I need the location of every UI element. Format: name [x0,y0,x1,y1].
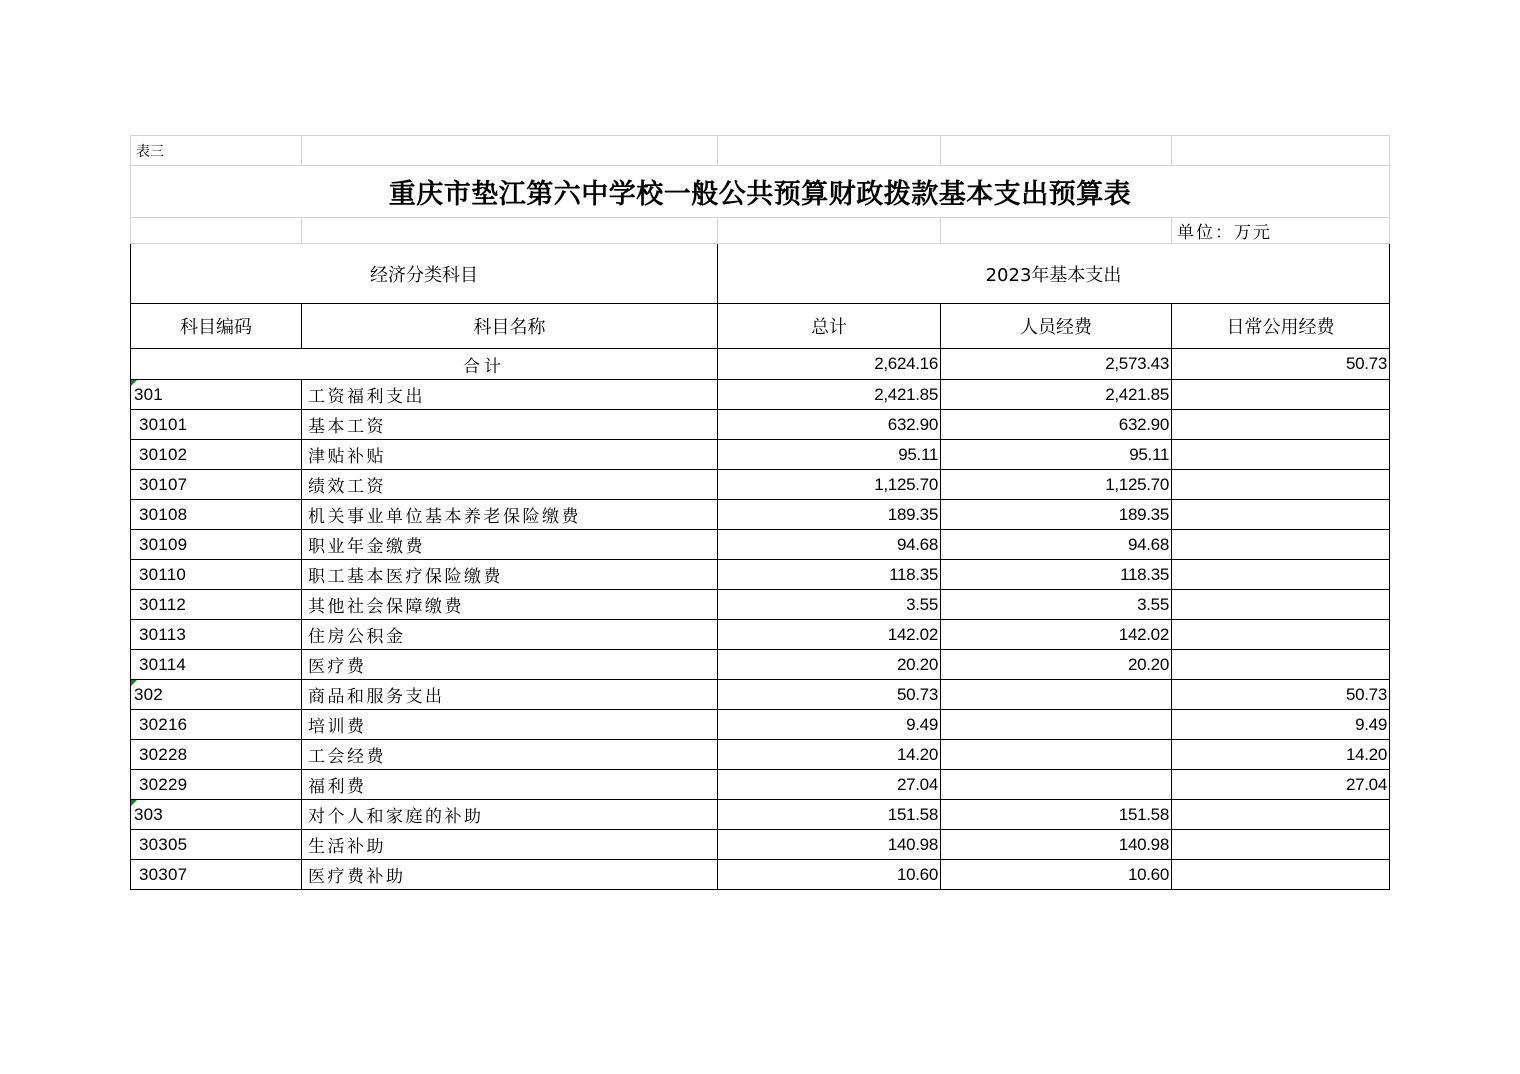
personnel-cell[interactable] [941,710,1172,740]
account-name-cell[interactable]: 培训费 [302,710,718,740]
public-cell[interactable] [1172,380,1390,410]
account-name-cell[interactable]: 福利费 [302,770,718,800]
total-cell[interactable]: 9.49 [718,710,941,740]
account-code-cell[interactable]: 30101 [131,410,302,440]
public-cell[interactable] [1172,860,1390,890]
total-cell[interactable]: 2,421.85 [718,380,941,410]
personnel-cell[interactable] [941,740,1172,770]
account-name-cell[interactable]: 工会经费 [302,740,718,770]
account-name-cell[interactable]: 基本工资 [302,410,718,440]
account-code-text: 302 [134,684,163,704]
account-code-cell[interactable]: 30110 [131,560,302,590]
table-row [131,830,1390,860]
unit-row [131,218,1390,244]
table-row [131,860,1390,890]
empty-cell[interactable] [941,218,1172,244]
header-personnel[interactable]: 人员经费 [941,304,1172,349]
table-row [131,650,1390,680]
total-cell[interactable]: 189.35 [718,500,941,530]
total-cell[interactable]: 3.55 [718,590,941,620]
account-name-cell[interactable]: 机关事业单位基本养老保险缴费 [302,500,718,530]
header-column-row [131,304,1390,349]
account-code-cell[interactable] [131,800,302,830]
total-personnel[interactable]: 2,573.43 [941,349,1172,380]
table-row [131,740,1390,770]
table-row [131,500,1390,530]
header-economic-category[interactable]: 经济分类科目 [131,244,718,304]
account-code-cell[interactable]: 30305 [131,830,302,860]
account-name-cell[interactable]: 其他社会保障缴费 [302,590,718,620]
total-cell[interactable]: 151.58 [718,800,941,830]
public-cell[interactable] [1172,830,1390,860]
account-name-cell[interactable]: 医疗费 [302,650,718,680]
cell-comment-marker-icon [131,800,137,806]
page-title[interactable]: 重庆市垫江第六中学校一般公共预算财政拨款基本支出预算表 [131,166,1390,218]
personnel-cell[interactable]: 3.55 [941,590,1172,620]
total-cell[interactable]: 142.02 [718,620,941,650]
table-row [131,590,1390,620]
public-cell[interactable]: 14.20 [1172,740,1390,770]
public-cell[interactable]: 50.73 [1172,680,1390,710]
empty-cell[interactable] [718,218,941,244]
sheet-label[interactable]: 表三 [131,136,302,166]
table-row [131,710,1390,740]
table-row [131,380,1390,410]
total-cell[interactable]: 95.11 [718,440,941,470]
empty-cell[interactable] [131,218,302,244]
personnel-cell[interactable]: 20.20 [941,650,1172,680]
table-row [131,770,1390,800]
total-cell[interactable]: 140.98 [718,830,941,860]
account-code-cell[interactable]: 30108 [131,500,302,530]
account-name-cell[interactable]: 职业年金缴费 [302,530,718,560]
public-cell[interactable] [1172,590,1390,620]
account-code-cell[interactable] [131,380,302,410]
total-cell[interactable]: 50.73 [718,680,941,710]
account-code-cell[interactable]: 30307 [131,860,302,890]
total-cell[interactable]: 14.20 [718,740,941,770]
account-code-cell[interactable] [131,680,302,710]
personnel-cell[interactable]: 10.60 [941,860,1172,890]
personnel-cell[interactable]: 151.58 [941,800,1172,830]
empty-cell[interactable] [302,218,718,244]
unit-label[interactable]: 单位：万元 [1172,218,1390,244]
account-code-cell[interactable]: 30114 [131,650,302,680]
total-cell[interactable]: 94.68 [718,530,941,560]
personnel-cell[interactable]: 94.68 [941,530,1172,560]
total-cell[interactable]: 632.90 [718,410,941,440]
public-cell[interactable] [1172,500,1390,530]
total-public[interactable]: 50.73 [1172,349,1390,380]
public-cell[interactable] [1172,800,1390,830]
total-cell[interactable]: 10.60 [718,860,941,890]
empty-cell[interactable] [302,136,718,166]
header-public[interactable]: 日常公用经费 [1172,304,1390,349]
total-cell[interactable]: 1,125.70 [718,470,941,500]
personnel-cell[interactable]: 1,125.70 [941,470,1172,500]
account-name-cell[interactable]: 对个人和家庭的补助 [302,800,718,830]
header-total[interactable]: 总计 [718,304,941,349]
personnel-cell[interactable] [941,770,1172,800]
personnel-cell[interactable]: 189.35 [941,500,1172,530]
account-name-cell[interactable]: 医疗费补助 [302,860,718,890]
table-row [131,620,1390,650]
account-code-cell[interactable]: 30109 [131,530,302,560]
account-code-cell[interactable]: 30107 [131,470,302,500]
sheet-label-row [131,136,1390,166]
total-cell[interactable]: 27.04 [718,770,941,800]
personnel-cell[interactable]: 2,421.85 [941,380,1172,410]
budget-sheet [130,135,1389,890]
account-code-cell[interactable]: 30216 [131,710,302,740]
cell-comment-marker-icon [131,680,137,686]
personnel-cell[interactable]: 118.35 [941,560,1172,590]
account-code-cell[interactable]: 30113 [131,620,302,650]
account-name-cell[interactable]: 住房公积金 [302,620,718,650]
public-cell[interactable] [1172,650,1390,680]
account-name-cell[interactable]: 职工基本医疗保险缴费 [302,560,718,590]
personnel-cell[interactable]: 632.90 [941,410,1172,440]
budget-table [130,135,1390,890]
total-row [131,349,1390,380]
empty-cell[interactable] [718,136,941,166]
public-cell[interactable] [1172,560,1390,590]
total-amount[interactable]: 2,624.16 [718,349,941,380]
table-row [131,680,1390,710]
header-group-row [131,244,1390,304]
account-code-cell[interactable]: 30112 [131,590,302,620]
title-row [131,166,1390,218]
personnel-cell[interactable]: 142.02 [941,620,1172,650]
account-name-cell[interactable]: 绩效工资 [302,470,718,500]
empty-cell[interactable] [1172,136,1390,166]
public-cell[interactable] [1172,410,1390,440]
table-row [131,530,1390,560]
header-name[interactable]: 科目名称 [302,304,718,349]
account-code-cell[interactable]: 30229 [131,770,302,800]
account-name-cell[interactable]: 津贴补贴 [302,440,718,470]
cell-comment-marker-icon [131,380,137,386]
public-cell[interactable]: 27.04 [1172,770,1390,800]
table-row [131,470,1390,500]
public-cell[interactable] [1172,620,1390,650]
table-row [131,410,1390,440]
header-basic-expenditure[interactable]: 2023年基本支出 [718,244,1390,304]
account-code-cell[interactable]: 30102 [131,440,302,470]
total-label[interactable]: 合计 [131,349,718,380]
public-cell[interactable] [1172,440,1390,470]
empty-cell[interactable] [941,136,1172,166]
personnel-cell[interactable] [941,680,1172,710]
total-cell[interactable]: 118.35 [718,560,941,590]
personnel-cell[interactable]: 95.11 [941,440,1172,470]
account-name-cell[interactable]: 生活补助 [302,830,718,860]
public-cell[interactable]: 9.49 [1172,710,1390,740]
personnel-cell[interactable]: 140.98 [941,830,1172,860]
account-code-cell[interactable]: 30228 [131,740,302,770]
public-cell[interactable] [1172,470,1390,500]
account-name-cell[interactable]: 工资福利支出 [302,380,718,410]
table-row [131,560,1390,590]
account-code-text: 303 [134,804,163,824]
account-name-cell[interactable]: 商品和服务支出 [302,680,718,710]
account-code-text: 301 [134,384,163,404]
table-row [131,440,1390,470]
table-row [131,800,1390,830]
header-code[interactable]: 科目编码 [131,304,302,349]
public-cell[interactable] [1172,530,1390,560]
total-cell[interactable]: 20.20 [718,650,941,680]
